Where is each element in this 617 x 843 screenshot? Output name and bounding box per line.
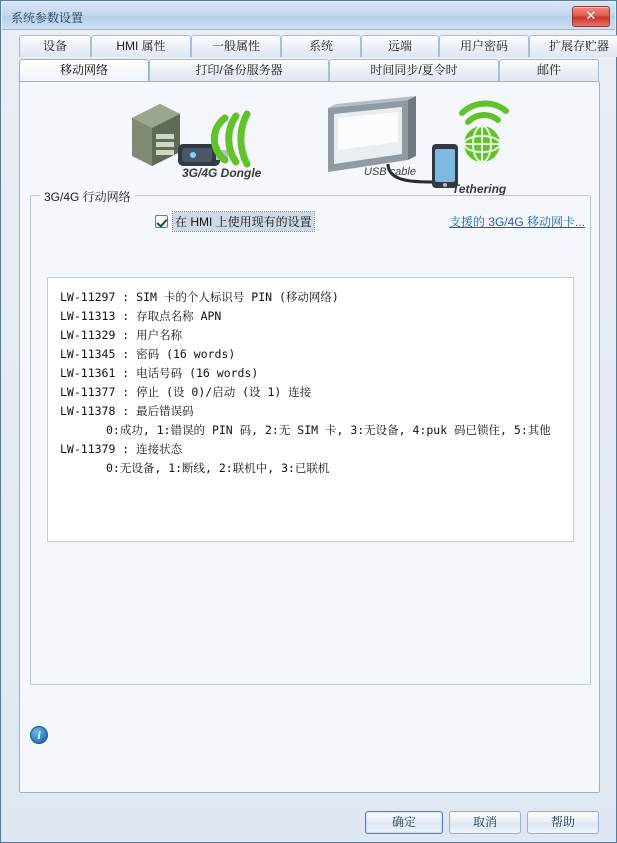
tab-1-tabs_row1[interactable]: 设备 bbox=[19, 35, 91, 57]
address-list[interactable] bbox=[47, 277, 574, 542]
illustration-area bbox=[20, 82, 601, 194]
use-existing-settings-label[interactable]: 在 HMI 上使用现有的设置 bbox=[173, 212, 314, 231]
tab-1-tabs_row2[interactable]: 移动网络 bbox=[19, 59, 149, 81]
list-item[interactable]: LW-11379 : 连接状态 bbox=[60, 442, 183, 456]
list-item[interactable]: LW-11377 : 停止 (设 0)/启动 (设 1) 连接 bbox=[60, 385, 312, 399]
list-item[interactable]: 0:成功, 1:错误的 PIN 码, 2:无 SIM 卡, 3:无设备, 4:puk 码已锁住, 5:其他 bbox=[106, 423, 551, 437]
list-item[interactable]: LW-11361 : 电话号码 (16 words) bbox=[60, 366, 259, 380]
tab-panel-mobile-network bbox=[19, 81, 600, 793]
help-button[interactable]: 帮助 bbox=[527, 811, 599, 834]
tethering-label: Tethering bbox=[452, 182, 507, 196]
mobile-network-group-title: 3G/4G 行动网络 bbox=[40, 188, 135, 205]
list-item[interactable]: LW-11297 : SIM 卡的个人标识号 PIN (移动网络) bbox=[60, 290, 339, 304]
illustration-graphic bbox=[20, 82, 601, 194]
tab-2-tabs_row2[interactable]: 打印/备份服务器 bbox=[149, 59, 329, 81]
close-icon: ✕ bbox=[585, 8, 597, 23]
close-button[interactable] bbox=[572, 6, 610, 27]
tab-5-tabs_row1[interactable]: 远端 bbox=[361, 35, 439, 57]
tab-6-tabs_row1[interactable]: 用户密码 bbox=[439, 35, 529, 57]
tab-3-tabs_row1[interactable]: 一般属性 bbox=[191, 35, 281, 57]
ok-button[interactable]: 确定 bbox=[365, 811, 443, 834]
use-existing-settings-row[interactable] bbox=[155, 212, 314, 231]
list-item[interactable]: LW-11345 : 密码 (16 words) bbox=[60, 347, 236, 361]
tab-7-tabs_row1[interactable]: 扩展存贮器 bbox=[529, 35, 617, 57]
info-icon[interactable] bbox=[30, 726, 48, 744]
list-item[interactable]: LW-11313 : 存取点名称 APN bbox=[60, 309, 222, 323]
dongle-label: 3G/4G Dongle bbox=[182, 166, 262, 180]
use-existing-settings-checkbox[interactable] bbox=[155, 215, 168, 228]
supported-modems-link[interactable]: 支援的 3G/4G 移动网卡... bbox=[448, 215, 585, 229]
list-item[interactable]: 0:无设备, 1:断线, 2:联机中, 3:已联机 bbox=[106, 461, 330, 475]
window-title: 系统参数设置 bbox=[11, 11, 84, 25]
list-item[interactable]: LW-11329 : 用户名称 bbox=[60, 328, 183, 342]
tab-2-tabs_row1[interactable]: HMI 属性 bbox=[91, 35, 191, 57]
tab-4-tabs_row1[interactable]: 系统 bbox=[281, 35, 361, 57]
usb-cable-label: USB cable bbox=[364, 166, 416, 178]
cancel-button[interactable]: 取消 bbox=[449, 811, 521, 834]
tab-4-tabs_row2[interactable]: 邮件 bbox=[499, 59, 599, 81]
list-item[interactable]: LW-11378 : 最后错误码 bbox=[60, 404, 194, 418]
title-bar bbox=[2, 2, 615, 30]
tab-3-tabs_row2[interactable]: 时间同步/夏令时 bbox=[329, 59, 499, 81]
